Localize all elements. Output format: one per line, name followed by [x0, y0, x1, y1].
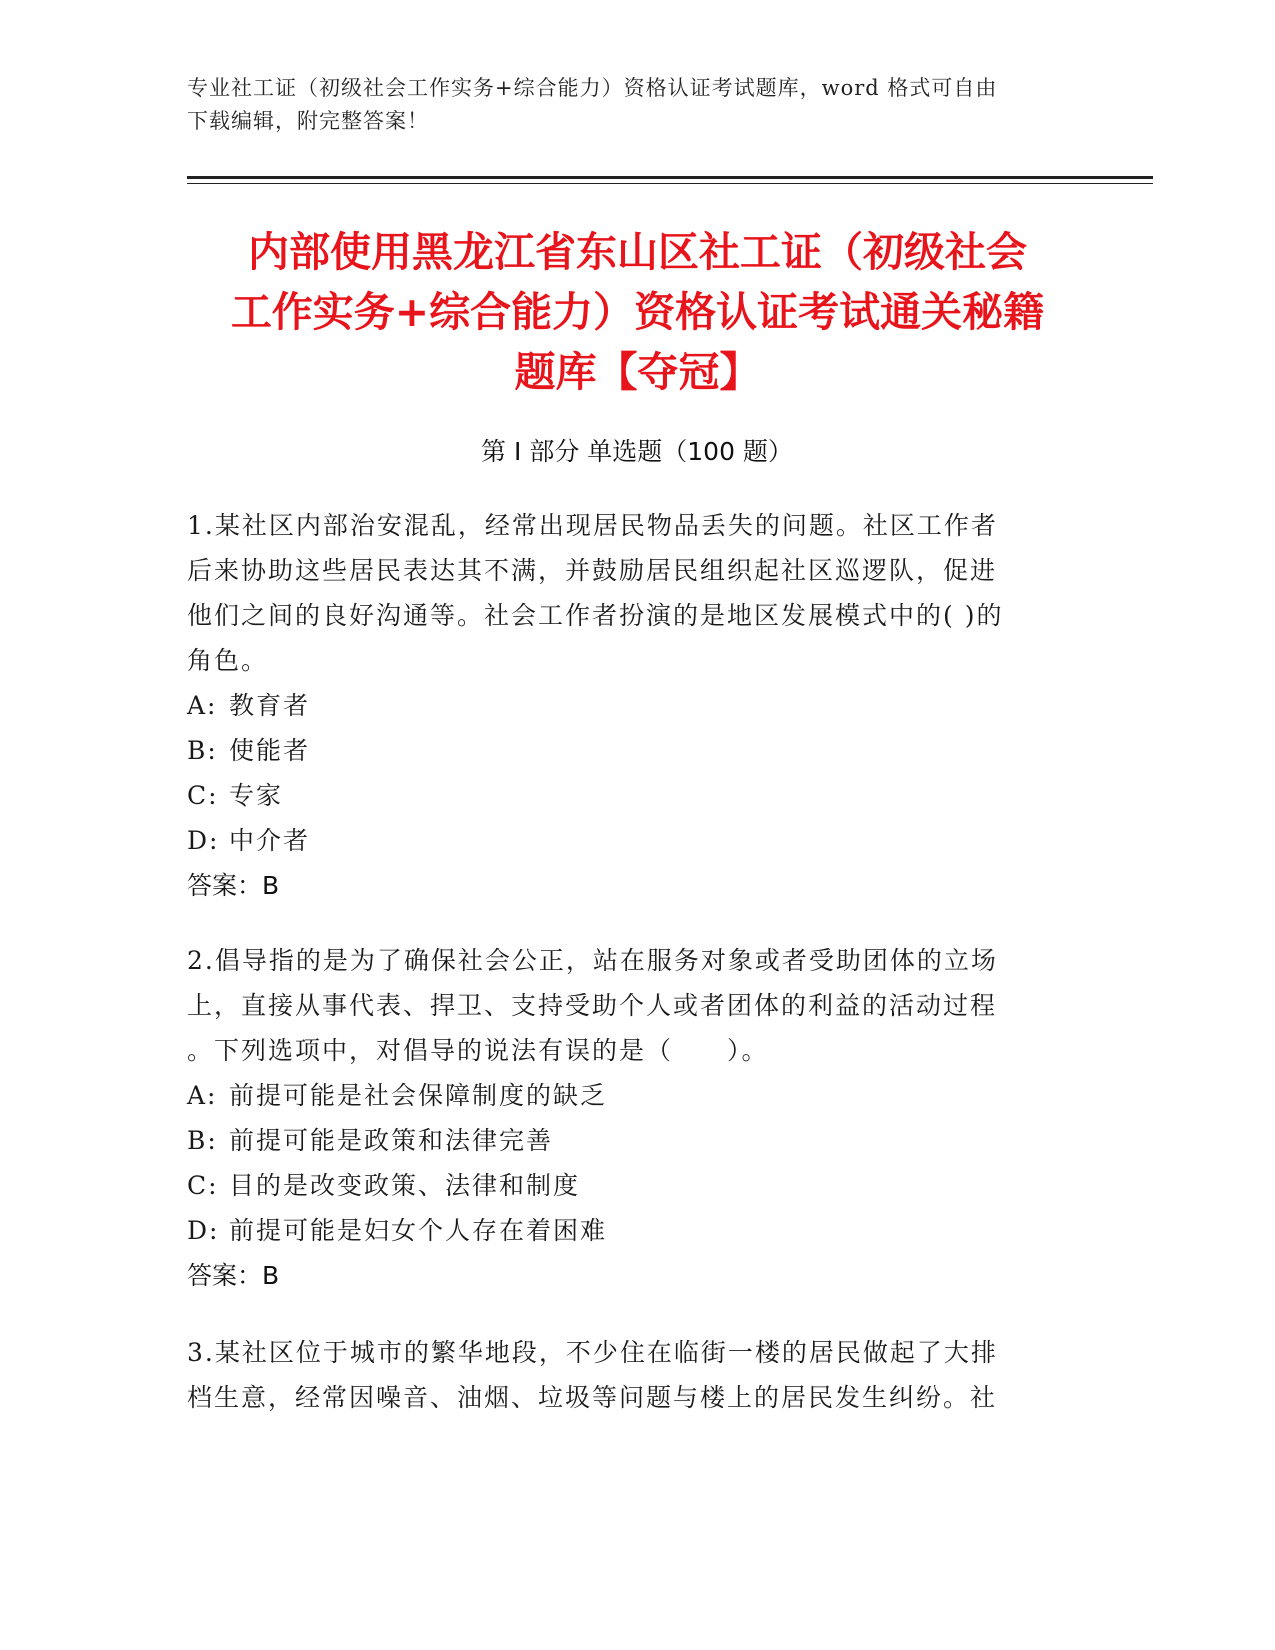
- header-divider-thick: [187, 176, 1153, 179]
- question-stem-line: 档生意，经常因噪音、油烟、垃圾等问题与楼上的居民发生纠纷。社: [187, 1383, 998, 1412]
- option-key: A:: [187, 691, 218, 720]
- question-stem-line: 1.某社区内部治安混乱，经常出现居民物品丢失的问题。社区工作者: [187, 511, 998, 540]
- answer-line: 答案：B: [187, 871, 280, 900]
- option-text: 教育者: [229, 691, 311, 720]
- option-c: [187, 1163, 1057, 1208]
- option-text: 专家: [229, 781, 284, 810]
- option-d: [187, 818, 1057, 863]
- question-2: [187, 938, 1057, 1298]
- option-c: [187, 773, 1057, 818]
- question-stem-line: 后来协助这些居民表达其不满，并鼓励居民组织起社区巡逻队，促进: [187, 556, 998, 585]
- option-text: 前提可能是政策和法律完善: [229, 1126, 554, 1155]
- option-key: C:: [187, 781, 219, 810]
- option-key: B:: [187, 736, 218, 765]
- option-b: [187, 728, 1057, 773]
- option-text: 前提可能是妇女个人存在着困难: [229, 1216, 608, 1245]
- answer-line: 答案：B: [187, 1261, 280, 1290]
- option-key: A:: [187, 1081, 218, 1110]
- question-stem-line: 他们之间的良好沟通等。社会工作者扮演的是地区发展模式中的( )的: [187, 601, 1004, 630]
- question-stem-line: 角色。: [187, 646, 269, 675]
- option-a: [187, 683, 1057, 728]
- question-3: [187, 1330, 1057, 1420]
- option-b: [187, 1118, 1057, 1163]
- option-key: D:: [187, 826, 220, 855]
- option-text: 目的是改变政策、法律和制度: [229, 1171, 581, 1200]
- header-divider-thin: [187, 183, 1153, 184]
- option-key: C:: [187, 1171, 219, 1200]
- option-a: [187, 1073, 1057, 1118]
- question-stem-line: 2.倡导指的是为了确保社会公正，站在服务对象或者受助团体的立场: [187, 946, 998, 975]
- header-note: [187, 72, 1087, 138]
- option-text: 使能者: [229, 736, 311, 765]
- question-stem-line: 3.某社区位于城市的繁华地段，不少住在临街一楼的居民做起了大排: [187, 1338, 998, 1367]
- option-key: B:: [187, 1126, 218, 1155]
- header-note-line-2: 下载编辑，附完整答案！: [187, 109, 429, 133]
- document-title-line-2: 工作实务+综合能力）资格认证考试通关秘籍: [230, 288, 1045, 336]
- question-1: [187, 503, 1057, 908]
- option-key: D:: [187, 1216, 220, 1245]
- document-title-line-3: 题库【夺冠】: [514, 348, 761, 396]
- option-text: 中介者: [229, 826, 311, 855]
- option-text: 前提可能是社会保障制度的缺乏: [229, 1081, 608, 1110]
- header-note-line-1: 专业社工证（初级社会工作实务+综合能力）资格认证考试题库，word 格式可自由: [187, 76, 998, 100]
- document-title: [180, 222, 1095, 402]
- document-title-line-1: 内部使用黑龙江省东山区社工证（初级社会: [248, 228, 1027, 276]
- section-title: 第 I 部分 单选题（100 题）: [481, 437, 793, 466]
- question-stem-line: 上，直接从事代表、捍卫、支持受助个人或者团体的利益的活动过程: [187, 991, 998, 1020]
- question-stem-line: 。下列选项中，对倡导的说法有误的是（ ）。: [187, 1036, 769, 1065]
- option-d: [187, 1208, 1057, 1253]
